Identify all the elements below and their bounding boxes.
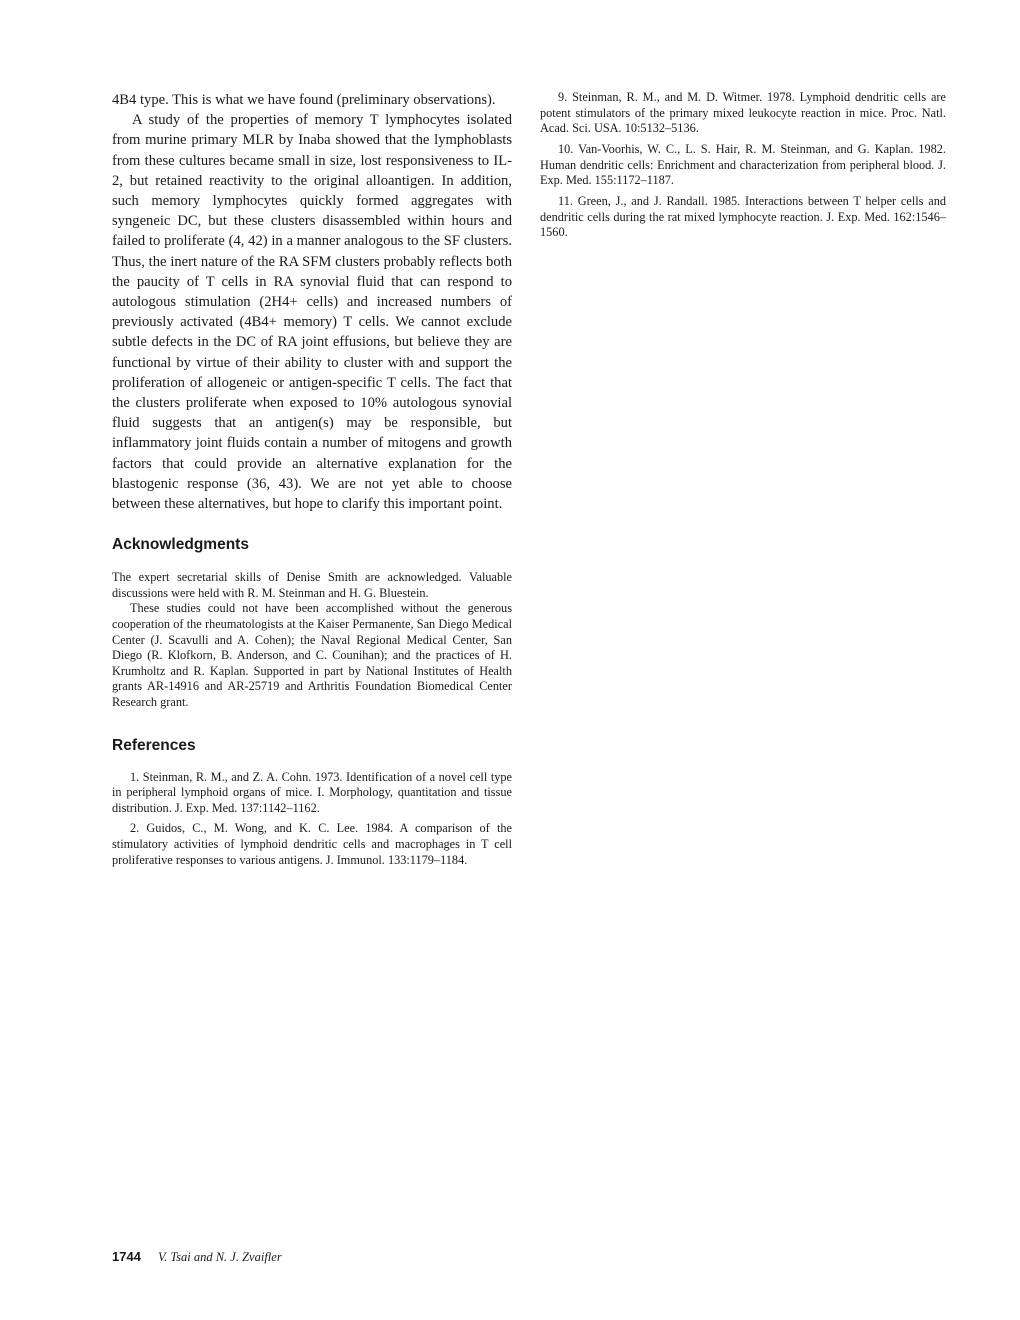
right-column	[540, 90, 946, 246]
reference-item: 10. Van-Voorhis, W. C., L. S. Hair, R. M. Steinman, and G. Kaplan. 1982. Human dendritic cells: Enrichment and characterization from peripheral blood. J. Exp. Med. 155:1172–1187.	[540, 141, 946, 188]
acknowledgments-paragraph: These studies could not have been accomplished without the generous cooperation of the rheumatologists at the Kaiser Permanente, San Diego Medical Center (J. Scavulli and A. Cohen); the Naval Regional Medical Center, San Diego (R. Klofkorn, B. Anderson, and C. Counihan); and the practices of H. Krumholtz and R. Kaplan. Supported in part by National Institutes of Health grants AR-14916 and AR-25719 and Arthritis Foundation Biomedical Center Research grant.	[112, 601, 512, 710]
references-section	[112, 737, 512, 869]
left-column	[112, 90, 512, 873]
running-authors: V. Tsai and N. J. Zvaifler	[158, 1250, 282, 1264]
reference-item: 11. Green, J., and J. Randall. 1985. Interactions between T helper cells and dendritic cells during the rat mixed lymphocyte reaction. J. Exp. Med. 162:1546–1560.	[540, 193, 946, 240]
reference-item: 2. Guidos, C., M. Wong, and K. C. Lee. 1984. A comparison of the stimulatory activities of lymphoid dendritic cells and macrophages in T cell proliferative responses to various antigens. J. Immunol. 133:1179–1184.	[112, 821, 512, 867]
body-paragraph: 4B4 type. This is what we have found (preliminary observations).	[112, 92, 496, 108]
page-footer	[112, 1249, 282, 1265]
acknowledgments-heading: Acknowledgments	[112, 536, 249, 554]
acknowledgments-section	[112, 536, 512, 710]
references-heading: References	[112, 736, 196, 754]
reference-item: 1. Steinman, R. M., and Z. A. Cohn. 1973. Identification of a novel cell type in peripheral lymphoid organs of mice. I. Morphology, quantitation and tissue distribution. J. Exp. Med. 137:1142–1162.	[112, 769, 512, 815]
body-paragraph: A study of the properties of memory T lymphocytes isolated from murine primary MLR by Inaba showed that the lymphoblasts from these cultures became small in size, lost responsiveness to IL-2, but retained reactivity to the original alloantigen. In addition, such memory lymphocytes quickly formed aggregates with syngeneic DC, but these clusters disassembled within hours and failed to proliferate (4, 42) in a manner analogous to the SF clusters. Thus, the inert nature of the RA SFM clusters probably reflects both the paucity of T cells in RA synovial fluid that can respond to autologous stimulation (2H4+ cells) and increased numbers of previously activated (4B4+ memory) T cells. We cannot exclude subtle defects in the DC of RA joint effusions, but believe they are functional by virtue of their ability to cluster with and support the proliferation of allogeneic or antigen-specific T cells. The fact that the clusters proliferate when exposed to 10% autologous synovial fluid suggests that an antigen(s) may be responsible, but inflammatory joint fluids contain a number of mitogens and growth factors that could provide an alternative explanation for the blastogenic response (36, 43). We are not yet able to choose between these alternatives, but hope to clarify this important point.	[112, 112, 512, 513]
page-number: 1744	[112, 1249, 141, 1264]
reference-item: 9. Steinman, R. M., and M. D. Witmer. 1978. Lymphoid dendritic cells are potent stimulators of the primary mixed leukocyte reaction in mice. Proc. Natl. Acad. Sci. USA. 10:5132–5136.	[540, 90, 946, 136]
acknowledgments-paragraph: The expert secretarial skills of Denise Smith are acknowledged. Valuable discussions were held with R. M. Steinman and H. G. Bluestein.	[112, 570, 512, 600]
